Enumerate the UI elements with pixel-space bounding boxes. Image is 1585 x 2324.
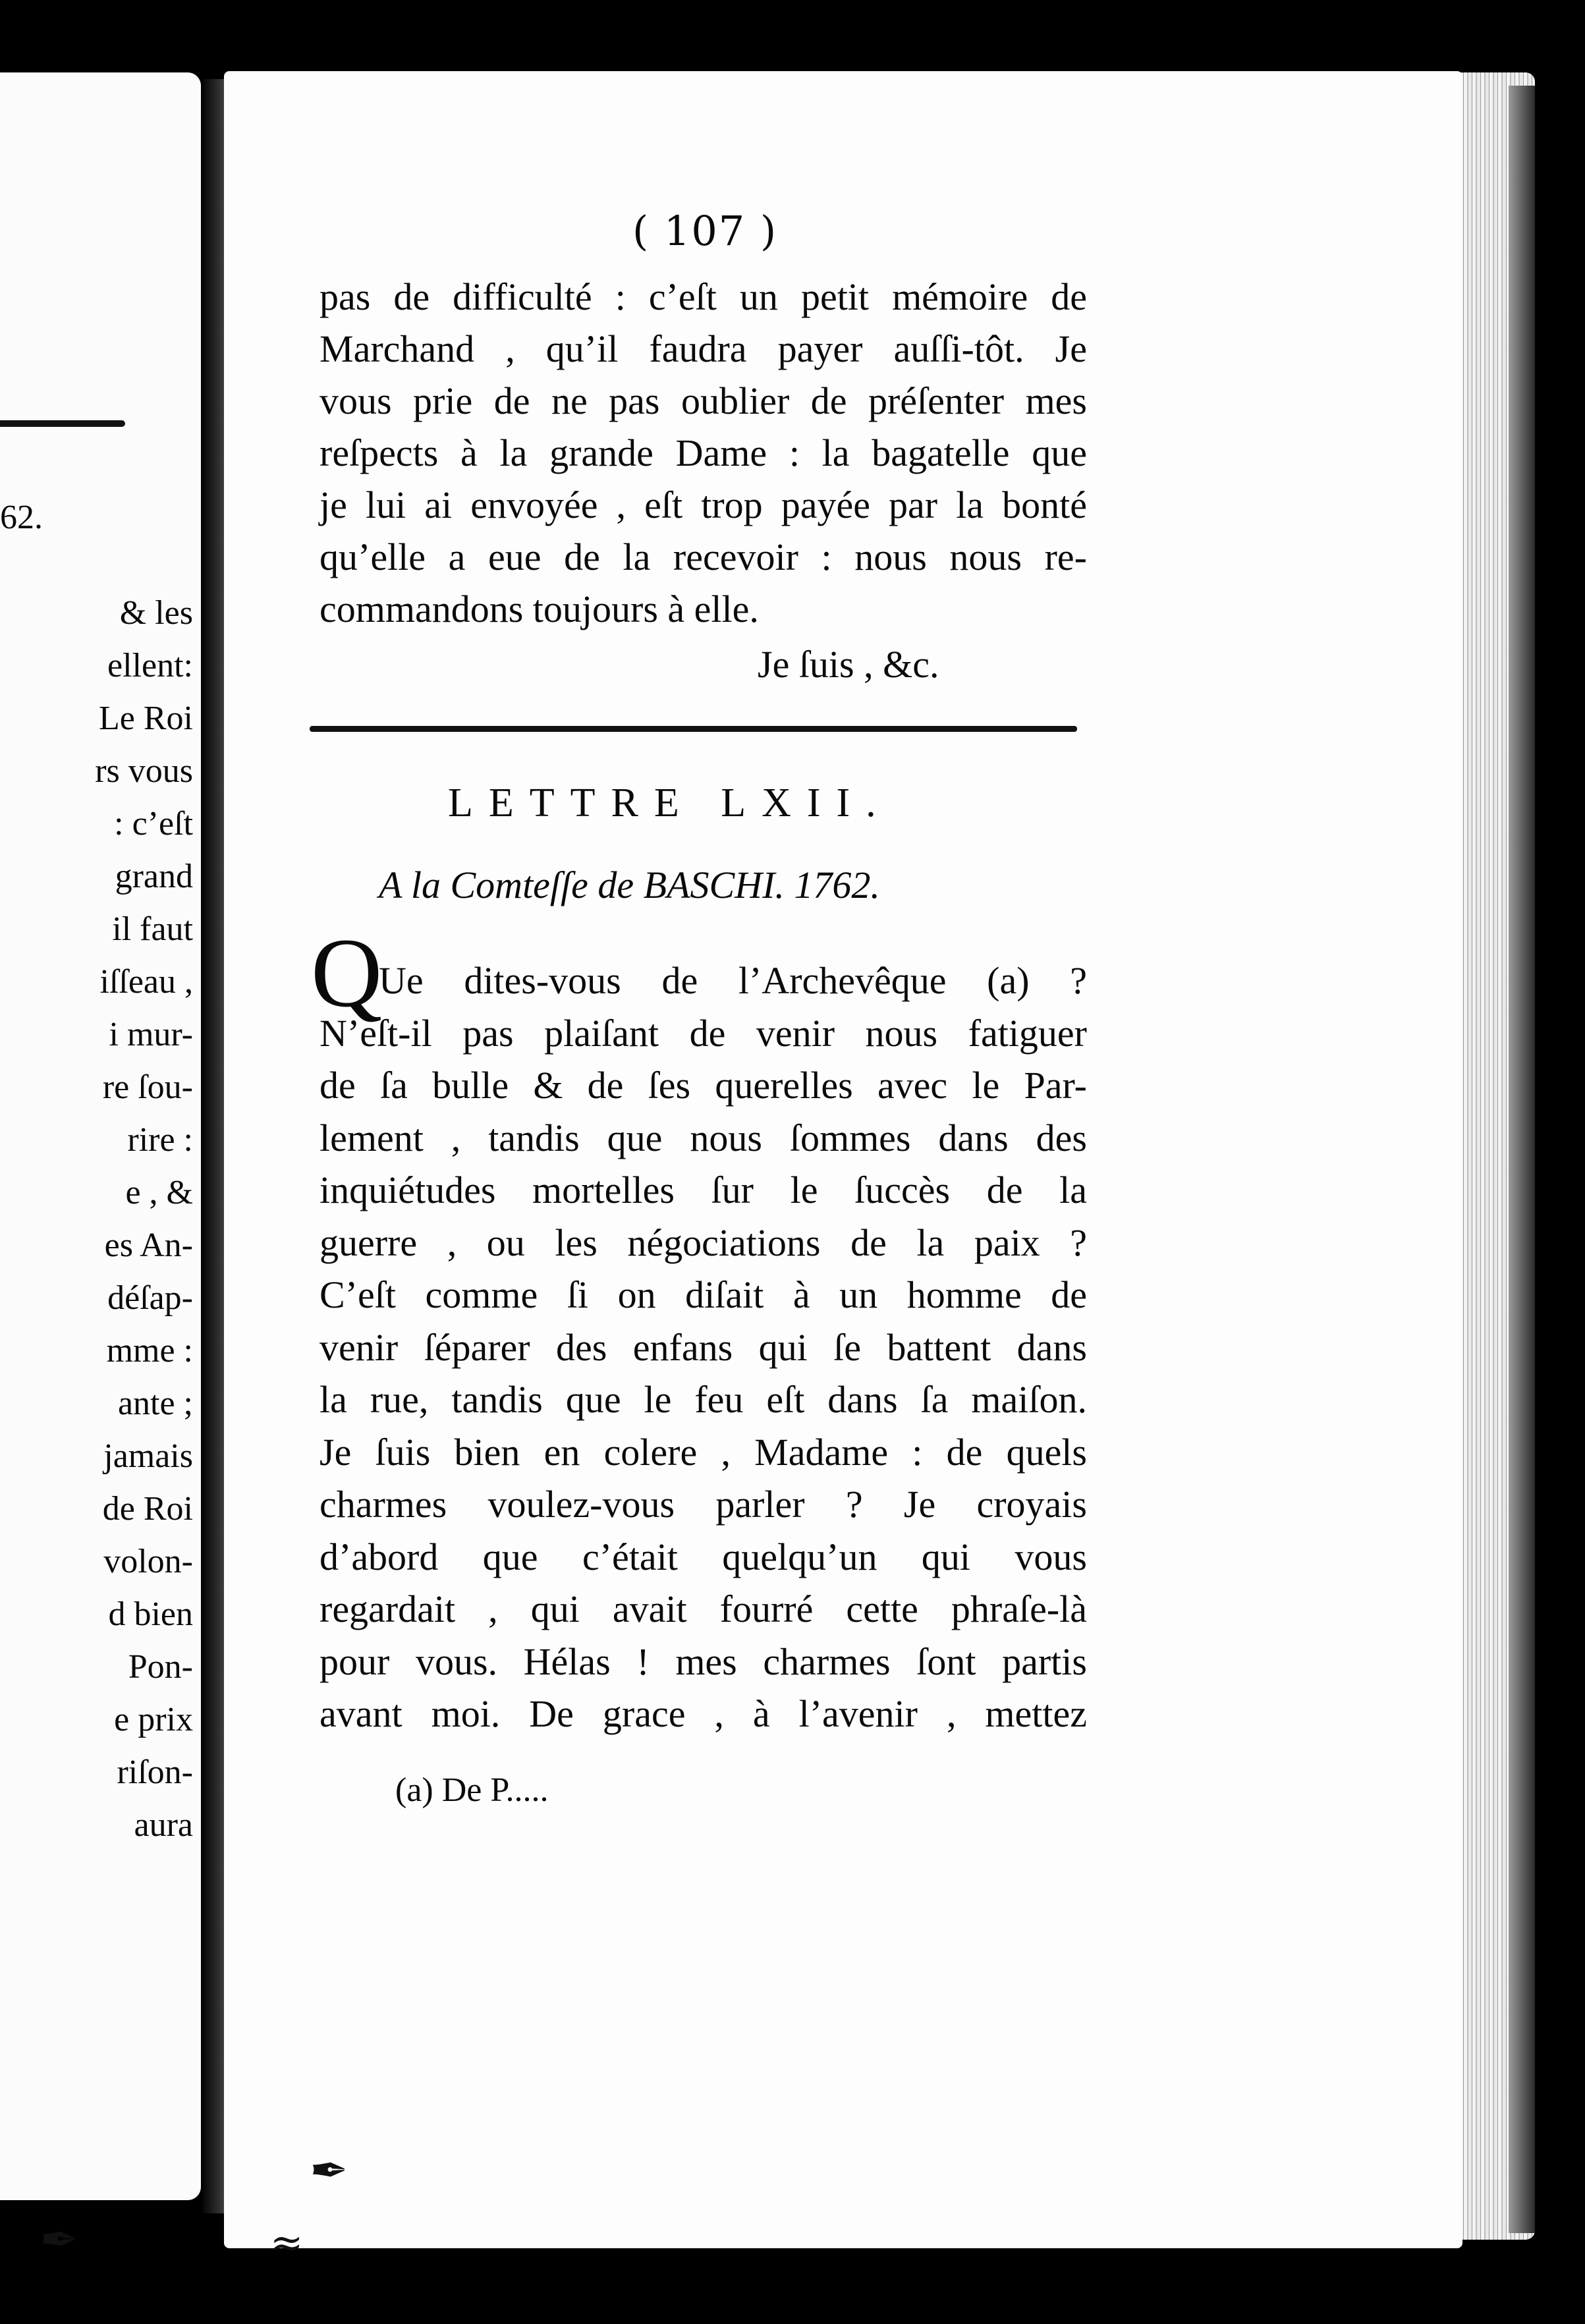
facing-text-fragment: ellent: bbox=[107, 647, 193, 684]
facing-text-fragment: ante ; bbox=[117, 1385, 193, 1422]
text-line: reſpects à la grande Dame : la bagatelle que bbox=[320, 431, 1087, 474]
facing-text-fragment: e prix bbox=[114, 1701, 193, 1738]
facing-text-fragment: : c’eſt bbox=[114, 805, 193, 843]
facing-text-fragment: il faut bbox=[112, 910, 193, 948]
facing-text-fragment: riſon- bbox=[117, 1754, 193, 1791]
facing-page-rule bbox=[0, 420, 125, 427]
text-line: guerre , ou les négociations de la paix ? bbox=[320, 1221, 1087, 1264]
facing-text-fragment: 62. bbox=[0, 499, 43, 536]
text-line: vous prie de ne pas oublier de préſenter mes bbox=[320, 379, 1087, 422]
text-line: commandons toujours à elle. bbox=[320, 588, 759, 630]
text-line: N’eſt-il pas plaiſant de venir nous fatiguer bbox=[320, 1012, 1087, 1055]
facing-text-fragment: grand bbox=[115, 858, 193, 895]
letter-subheading: A la Comteſſe de BASCHI. 1762. bbox=[379, 864, 880, 906]
text-line: venir ſéparer des enfans qui ſe battent dans bbox=[320, 1326, 1087, 1369]
text-line: regardait , qui avait fourré cette phraſe-là bbox=[320, 1588, 1087, 1630]
text-line: charmes voulez-vous parler ? Je croyais bbox=[320, 1483, 1087, 1526]
facing-text-fragment: déſap- bbox=[107, 1279, 193, 1317]
ink-mark-icon: ✒ bbox=[310, 2144, 348, 2198]
facing-text-fragment: re ſou- bbox=[102, 1068, 193, 1106]
facing-text-fragment: aura bbox=[134, 1806, 193, 1844]
facing-text-fragment: & les bbox=[119, 594, 193, 632]
facing-text-fragment: rs vous bbox=[95, 752, 193, 790]
text-line: Marchand , qu’il faudra payer auſſi-tôt. Je bbox=[320, 327, 1087, 370]
facing-text-fragment: rire : bbox=[127, 1121, 193, 1159]
text-line: de ſa bulle & de ſes querelles avec le Par- bbox=[320, 1064, 1087, 1107]
footnote: (a) De P..... bbox=[395, 1771, 549, 1809]
page-edges-shadow bbox=[1509, 86, 1535, 2233]
text-line: je lui ai envoyée , eſt trop payée par la bonté bbox=[320, 484, 1087, 526]
facing-text-fragment: iſſeau , bbox=[99, 963, 193, 1001]
text-line: avant moi. De grace , à l’avenir , mettez bbox=[320, 1692, 1087, 1735]
page-number-value: 107 bbox=[663, 207, 746, 255]
text-line: pas de difficulté : c’eſt un petit mémoire de bbox=[320, 275, 1087, 318]
text-line: C’eſt comme ſi on diſait à un homme de bbox=[320, 1273, 1087, 1316]
facing-text-fragment: Le Roi bbox=[99, 700, 193, 737]
facing-text-fragment: mme : bbox=[106, 1332, 193, 1370]
facing-text-fragment: jamais bbox=[103, 1437, 193, 1475]
facing-text-fragment: i mur- bbox=[109, 1016, 193, 1053]
text-line: Ue dites-vous de l’Archevêque (a) ? bbox=[379, 959, 1087, 1002]
text-line: Je ſuis bien en colere , Madame : de quels bbox=[320, 1431, 1087, 1474]
drop-cap: Q bbox=[311, 918, 383, 1028]
text-line: qu’elle a eue de la recevoir : nous nous re- bbox=[320, 536, 1087, 578]
letter-heading: LETTRE LXII. bbox=[448, 781, 892, 825]
facing-text-fragment: es An- bbox=[104, 1227, 193, 1264]
ink-mark-icon: ✒ bbox=[40, 2213, 78, 2267]
facing-text-fragment: e , & bbox=[125, 1174, 193, 1211]
text-line: d’abord que c’était quelqu’un qui vous bbox=[320, 1536, 1087, 1578]
page-number: ( 107 ) bbox=[632, 207, 778, 255]
facing-text-fragment: de Roi bbox=[102, 1490, 193, 1528]
page-tear-mark: ≈ bbox=[270, 2220, 304, 2266]
facing-text-fragment: d bien bbox=[108, 1595, 193, 1633]
signoff: Je ſuis , &c. bbox=[758, 643, 939, 686]
facing-text-fragment: volon- bbox=[103, 1543, 193, 1580]
text-line: pour vous. Hélas ! mes charmes ſont partis bbox=[320, 1640, 1087, 1683]
section-divider bbox=[310, 726, 1077, 732]
facing-text-fragment: Pon- bbox=[128, 1648, 193, 1686]
text-line: lement , tandis que nous ſommes dans des bbox=[320, 1117, 1087, 1159]
facing-page-left bbox=[0, 72, 201, 2267]
text-line: la rue, tandis que le feu eſt dans ſa maiſon. bbox=[320, 1378, 1087, 1421]
text-line: inquiétudes mortelles ſur le ſuccès de la bbox=[320, 1169, 1087, 1211]
